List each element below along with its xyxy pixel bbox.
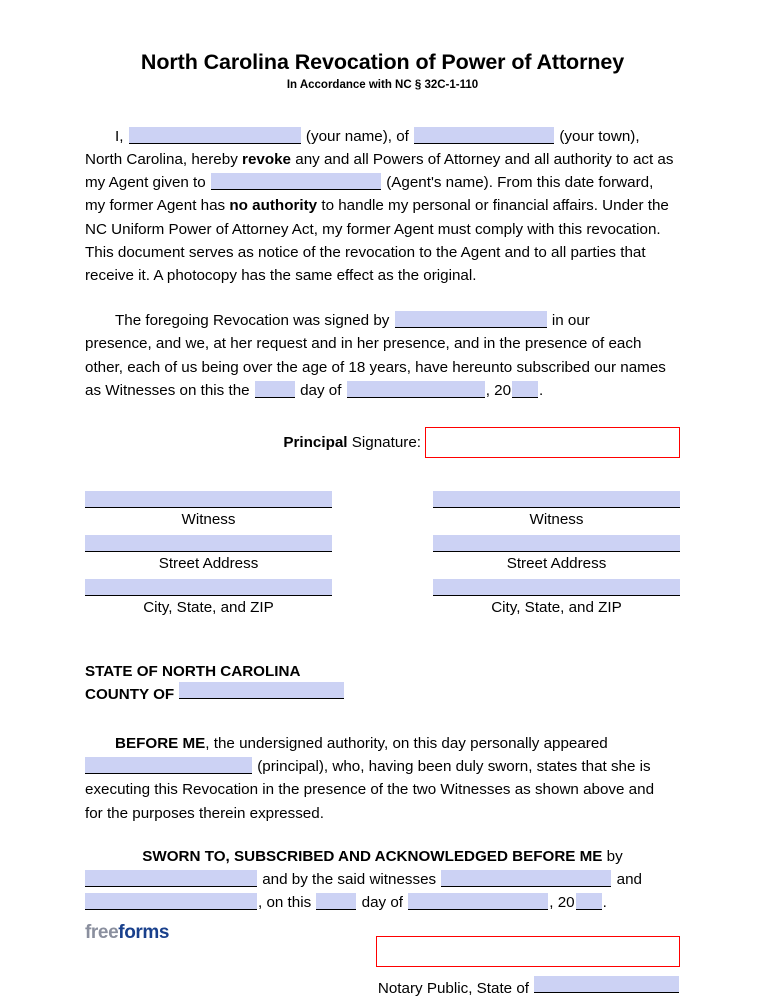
- logo-forms-text: forms: [118, 922, 170, 943]
- witness1-street-field[interactable]: [85, 535, 332, 552]
- np-text-2: , the undersigned authority, on this day personally appeared: [205, 734, 608, 752]
- sworn-heading-line: [85, 845, 680, 868]
- state-line: STATE OF NORTH CAROLINA: [85, 662, 301, 680]
- county-field[interactable]: [179, 682, 344, 699]
- sworn-text-2: and by the said witnesses: [262, 870, 437, 888]
- principal-signature-label: [283, 434, 425, 451]
- p2-text-6: day of: [300, 381, 342, 399]
- your-name-field[interactable]: [129, 127, 301, 144]
- witness1-name-label: Witness: [181, 510, 236, 528]
- freeforms-logo: [85, 922, 169, 944]
- witness2-street-field[interactable]: [433, 535, 680, 552]
- agent-name-field[interactable]: [211, 173, 381, 190]
- signer-name-field[interactable]: [395, 311, 547, 328]
- p1-text-1: I,: [115, 127, 124, 145]
- p2-text-3: presence, and we, at her request and in her presence, and in the presence of each: [85, 335, 642, 353]
- witness-attestation-paragraph: [85, 309, 680, 402]
- sworn-text-5: day of: [361, 894, 404, 912]
- sworn-text-4: , on this: [258, 894, 312, 912]
- p2-text-4: other, each of us being over the age of 18 years, have hereunto subscribed our names: [85, 358, 666, 376]
- sworn-text-6: , 20: [549, 894, 575, 912]
- revocation-paragraph: [85, 125, 680, 287]
- p1-text-8: (Agent's name). From this date forward,: [386, 174, 654, 192]
- p2-text-1: The foregoing Revocation was signed by: [115, 312, 390, 330]
- p1-text-11: to handle my personal or financial affairs. Under the: [321, 197, 669, 215]
- p1-text-7: my Agent given to: [85, 174, 206, 192]
- witness-block: [85, 491, 680, 623]
- principal-label-rest: Signature:: [351, 433, 421, 451]
- p1-text-14: receive it. A photocopy has the same effect as the original.: [85, 266, 477, 284]
- notary-signature-block: [85, 936, 680, 997]
- sworn-text-7: .: [602, 894, 607, 912]
- p1-revoke-bold: revoke: [242, 150, 292, 168]
- p2-text-5: as Witnesses on this the: [85, 381, 250, 399]
- p1-text-2: (your name), of: [305, 127, 409, 145]
- sworn-line-3: [85, 891, 680, 914]
- page-subtitle: In Accordance with NC § 32C-1-110: [286, 78, 479, 91]
- np-text-3: (principal), who, having been duly sworn, states that she is: [257, 758, 651, 776]
- witness-month-field[interactable]: [347, 381, 485, 398]
- witness2-city-label: City, State, and ZIP: [491, 598, 622, 616]
- sworn-witness1-field[interactable]: [441, 870, 611, 887]
- notary-state-field[interactable]: [534, 976, 679, 993]
- sworn-heading-bold: SWORN TO, SUBSCRIBED AND ACKNOWLEDGED BEFORE ME: [142, 847, 603, 865]
- witness1-city-label: City, State, and ZIP: [143, 598, 274, 616]
- sworn-line-2: [85, 868, 680, 891]
- p1-text-9: my former Agent has: [85, 197, 226, 215]
- witness2-city-field[interactable]: [433, 579, 680, 596]
- principal-label-bold: Principal: [283, 433, 348, 451]
- principal-signature-row: [85, 427, 680, 458]
- sworn-witness2-field[interactable]: [85, 893, 257, 910]
- county-label: COUNTY OF: [85, 685, 175, 703]
- p1-text-6: any and all Powers of Attorney and all authority to act as: [295, 150, 674, 168]
- witness-year-field[interactable]: [512, 381, 538, 398]
- sworn-month-field[interactable]: [408, 893, 548, 910]
- sworn-text-1: by: [606, 847, 623, 865]
- p2-text-7: , 20: [485, 381, 512, 399]
- principal-signature-box[interactable]: [425, 427, 680, 458]
- sworn-day-field[interactable]: [316, 893, 356, 910]
- sworn-to-paragraph: [85, 845, 680, 915]
- witness1-name-field[interactable]: [85, 491, 332, 508]
- p1-text-12: NC Uniform Power of Attorney Act, my former Agent must comply with this revocation.: [85, 220, 661, 238]
- p1-text-4: North Carolina, hereby: [85, 150, 238, 168]
- page-title: North Carolina Revocation of Power of Attorney: [140, 50, 625, 74]
- p1-text-13: This document serves as notice of the revocation to the Agent and to all parties that: [85, 243, 646, 261]
- sworn-year-field[interactable]: [576, 893, 602, 910]
- logo-free-text: free: [85, 922, 119, 943]
- p1-no-authority-bold: no authority: [229, 197, 318, 215]
- p2-text-2: in our: [551, 312, 590, 330]
- witness1-street-label: Street Address: [158, 554, 259, 572]
- witness2-name-label: Witness: [529, 510, 584, 528]
- witness-column-1: [85, 491, 332, 623]
- before-me-paragraph: [85, 732, 680, 825]
- witness1-city-field[interactable]: [85, 579, 332, 596]
- county-line: [85, 682, 680, 705]
- before-me-bold: BEFORE ME: [115, 734, 206, 752]
- witness-day-field[interactable]: [255, 381, 295, 398]
- p1-text-3: (your town),: [559, 127, 640, 145]
- witness-column-2: [433, 491, 680, 623]
- notary-public-label: Notary Public, State of: [377, 980, 529, 997]
- np-text-4: executing this Revocation in the presence of the two Witnesses as shown above and: [85, 781, 655, 799]
- sworn-text-3: and: [616, 870, 642, 888]
- state-county-block: [85, 661, 680, 705]
- sworn-principal-field[interactable]: [85, 870, 257, 887]
- witness2-street-label: Street Address: [506, 554, 607, 572]
- notary-signature-box[interactable]: [376, 936, 680, 967]
- principal-name-field[interactable]: [85, 757, 252, 774]
- np-text-5: for the purposes therein expressed.: [85, 804, 324, 822]
- your-town-field[interactable]: [414, 127, 554, 144]
- p2-text-8: .: [539, 381, 544, 399]
- witness2-name-field[interactable]: [433, 491, 680, 508]
